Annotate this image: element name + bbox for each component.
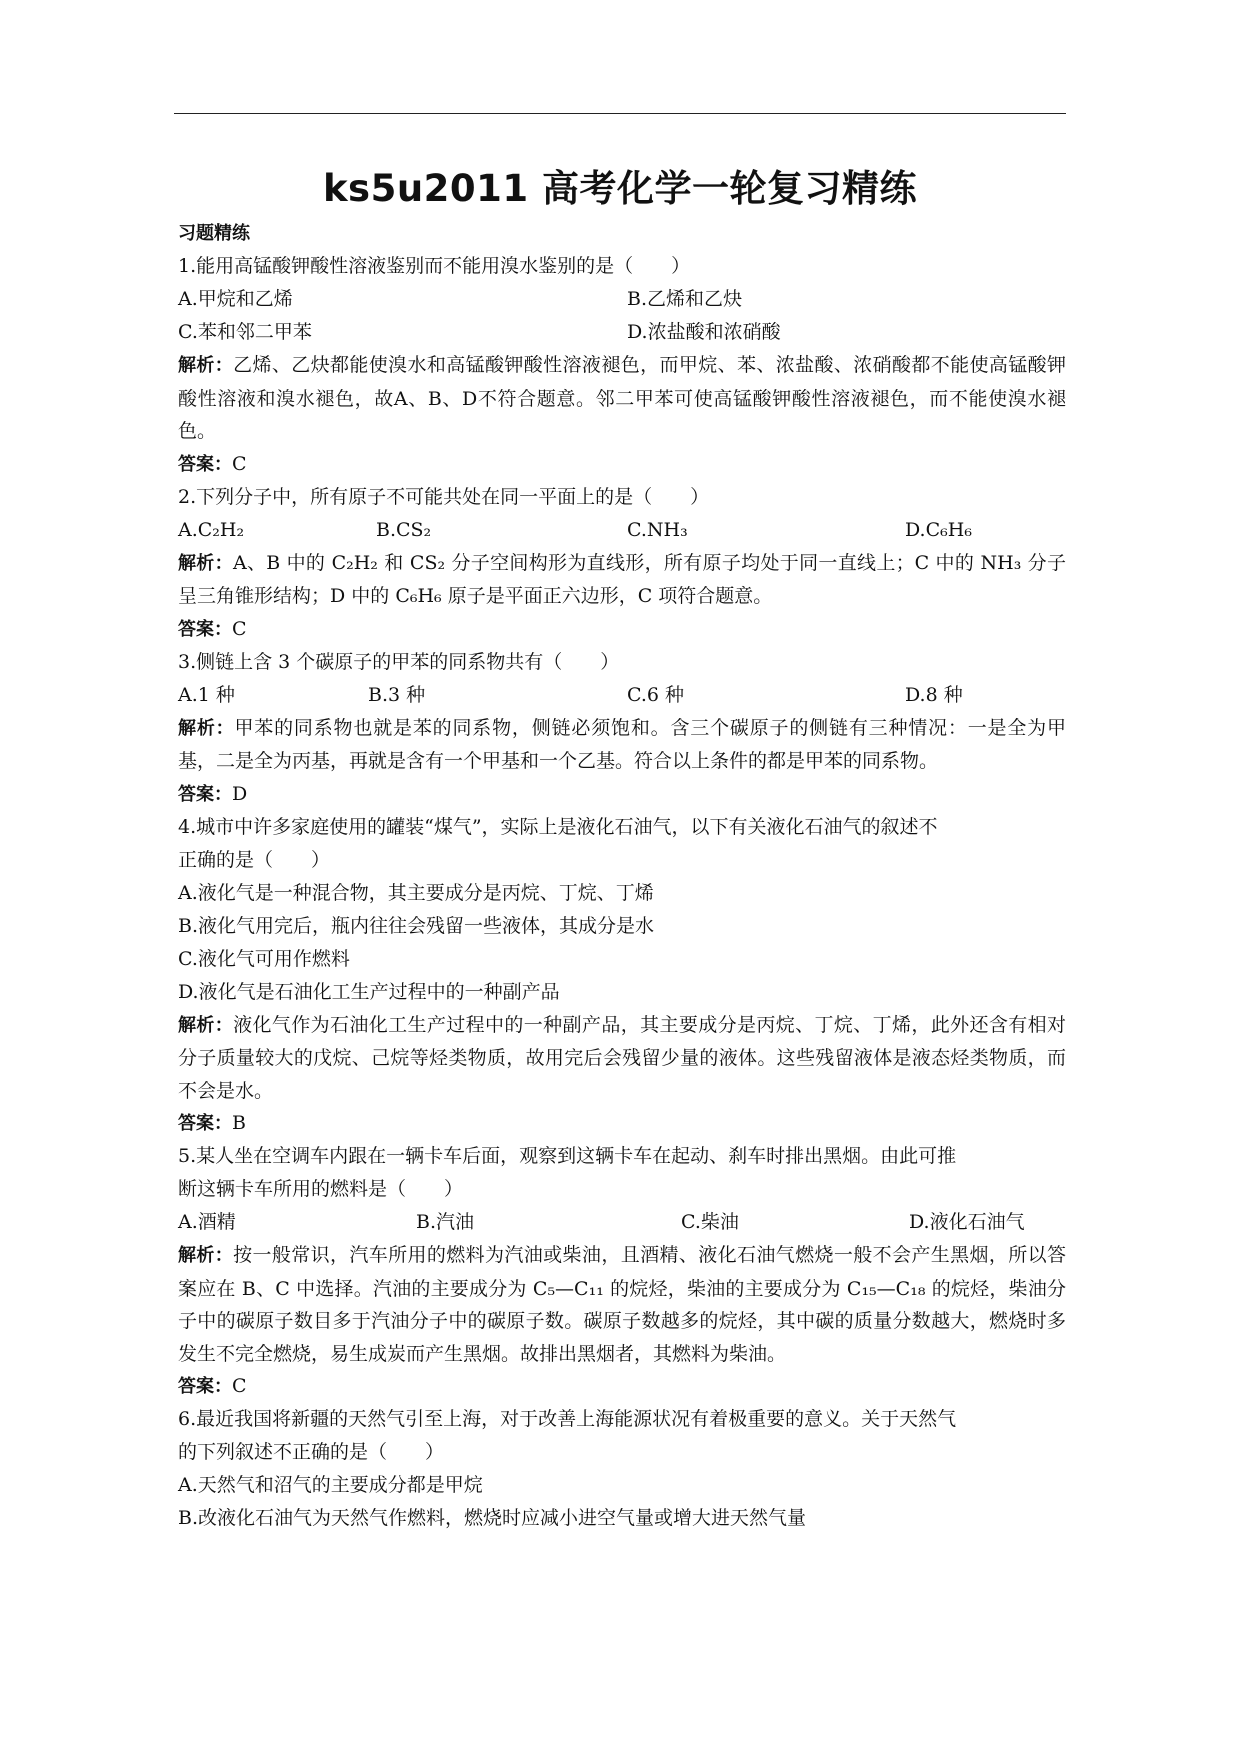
option-d: D.C₆H₆ [905, 518, 972, 541]
analysis-text: 乙烯、乙炔都能使溴水和高锰酸钾酸性溶液褪色，而甲烷、苯、浓盐酸、浓硝酸都不能使高锰酸钾酸性溶液和溴水褪色，故A、B、D不符合题意。邻二甲苯可使高锰酸钾酸性溶液褪色，而不能使溴水褪色。 [178, 354, 1066, 442]
analysis-text: 甲苯的同系物也就是苯的同系物，侧链必须饱和。含三个碳原子的侧链有三种情况：一是全为甲基，二是全为丙基，再就是含有一个甲基和一个乙基。符合以上条件的都是甲苯的同系物。 [178, 716, 1067, 772]
answer-label: 答案： [178, 1113, 232, 1134]
question-stem-continued: 的下列叙述不正确的是（ ） [178, 1441, 445, 1463]
analysis-label: 解析： [178, 1245, 234, 1266]
option-b: B.CS₂ [376, 518, 432, 541]
option-b: B.改液化石油气为天然气作燃料，燃烧时应减小进空气量或增大进天然气量 [178, 1507, 807, 1529]
option-a: A.C₂H₂ [178, 518, 245, 541]
answer-value: C [232, 452, 247, 475]
option-d: D.液化气是石油化工生产过程中的一种副产品 [178, 980, 560, 1003]
option-c: C.柴油 [681, 1211, 739, 1233]
answer [178, 448, 1066, 481]
analysis [178, 1239, 1066, 1370]
option-c: C.6 种 [627, 683, 685, 706]
analysis-label: 解析： [178, 355, 234, 376]
answer-label: 答案： [178, 453, 232, 475]
analysis-label: 解析： [178, 552, 233, 574]
answer [178, 1370, 1066, 1403]
options-row [178, 679, 1066, 712]
question-stem-continued: 断这辆卡车所用的燃料是（ ） [178, 1178, 464, 1200]
document-body [178, 217, 1066, 1535]
answer-value: D [232, 782, 248, 805]
option-d: D.液化石油气 [909, 1211, 1025, 1233]
analysis [178, 1009, 1066, 1108]
options-row [178, 316, 1066, 349]
answer-label: 答案： [178, 1376, 232, 1397]
analysis-label: 解析： [178, 717, 235, 739]
question-stem-continued: 正确的是（ ） [178, 848, 331, 871]
header-rule [174, 113, 1066, 114]
question-stem: 2.下列分子中，所有原子不可能共处在同一平面上的是（ ） [178, 485, 710, 508]
question-stem: 4.城市中许多家庭使用的罐装“煤气”，实际上是液化石油气，以下有关液化石油气的叙述不 [178, 815, 938, 838]
analysis-text: 液化气作为石油化工生产过程中的一种副产品，其主要成分是丙烷、丁烷、丁烯，此外还含有相对分子质量较大的戊烷、己烷等烃类物质，故用完后会残留少量的液体。这些残留液体是液态烃类物质，而不会是水。 [178, 1013, 1066, 1102]
answer-value: C [232, 617, 247, 640]
answer [178, 1107, 1066, 1140]
answer [178, 613, 1066, 646]
question-3 [178, 646, 1066, 811]
option-b: B.汽油 [416, 1211, 475, 1233]
answer-value: B [232, 1112, 246, 1134]
option-b: B.3 种 [368, 683, 426, 706]
question-4 [178, 811, 1066, 1141]
answer [178, 778, 1066, 811]
options-row [178, 283, 1066, 316]
option-c: C.NH₃ [627, 518, 688, 541]
options-row [178, 1206, 1066, 1239]
question-2 [178, 481, 1066, 646]
section-heading: 习题精练 [178, 223, 250, 244]
option-d: D.浓盐酸和浓硝酸 [627, 321, 781, 343]
option-c: C.液化气可用作燃料 [178, 947, 350, 970]
analysis-label: 解析： [178, 1014, 234, 1036]
question-6 [178, 1403, 1066, 1535]
answer-value: C [232, 1375, 247, 1397]
analysis [178, 547, 1066, 613]
option-a: A.液化气是一种混合物，其主要成分是丙烷、丁烷、丁烯 [178, 881, 654, 904]
question-stem: 5.某人坐在空调车内跟在一辆卡车后面，观察到这辆卡车在起动、刹车时排出黑烟。由此可推 [178, 1145, 957, 1167]
question-stem: 1.能用高锰酸钾酸性溶液鉴别而不能用溴水鉴别的是（ ） [178, 255, 691, 277]
analysis-text: 按一般常识，汽车所用的燃料为汽油或柴油，且酒精、液化石油气燃烧一般不会产生黑烟，所以答案应在 B、C 中选择。汽油的主要成分为 C₅—C₁₁ 的烷烃，柴油的主要成分为 C₁₅—C₁₈ 的烷烃，柴油分子中的碳原子数目多于汽油分子中的碳原子数。碳原子数越多的烷烃，其中碳的质量分数越大，燃烧时多发生不完全燃烧，易生成炭而产生黑烟。故排出黑烟者，其燃料为柴油。 [178, 1244, 1066, 1365]
question-stem: 3.侧链上含 3 个碳原子的甲苯的同系物共有（ ） [178, 650, 620, 673]
options-row [178, 514, 1066, 547]
option-b: B.液化气用完后，瓶内往往会残留一些液体，其成分是水 [178, 914, 655, 937]
option-a: A.1 种 [178, 683, 235, 706]
option-b: B.乙烯和乙炔 [627, 288, 743, 310]
question-5 [178, 1140, 1066, 1403]
answer-label: 答案： [178, 783, 232, 805]
question-1 [178, 250, 1066, 481]
option-a: A.天然气和沼气的主要成分都是甲烷 [178, 1474, 483, 1496]
analysis [178, 712, 1066, 778]
option-a: A.酒精 [178, 1211, 236, 1233]
option-d: D.8 种 [905, 683, 963, 706]
analysis-text: A、B 中的 C₂H₂ 和 CS₂ 分子空间构形为直线形，所有原子均处于同一直线上；C 中的 NH₃ 分子呈三角锥形结构；D 中的 C₆H₆ 原子是平面正六边形，C 项符合题意。 [178, 551, 1066, 607]
option-a: A.甲烷和乙烯 [178, 288, 293, 310]
question-stem: 6.最近我国将新疆的天然气引至上海，对于改善上海能源状况有着极重要的意义。关于天然气 [178, 1408, 957, 1430]
document-title: ks5u2011 高考化学一轮复习精练 [322, 167, 918, 210]
answer-label: 答案： [178, 618, 232, 640]
analysis [178, 349, 1066, 448]
option-c: C.苯和邻二甲苯 [178, 321, 312, 343]
